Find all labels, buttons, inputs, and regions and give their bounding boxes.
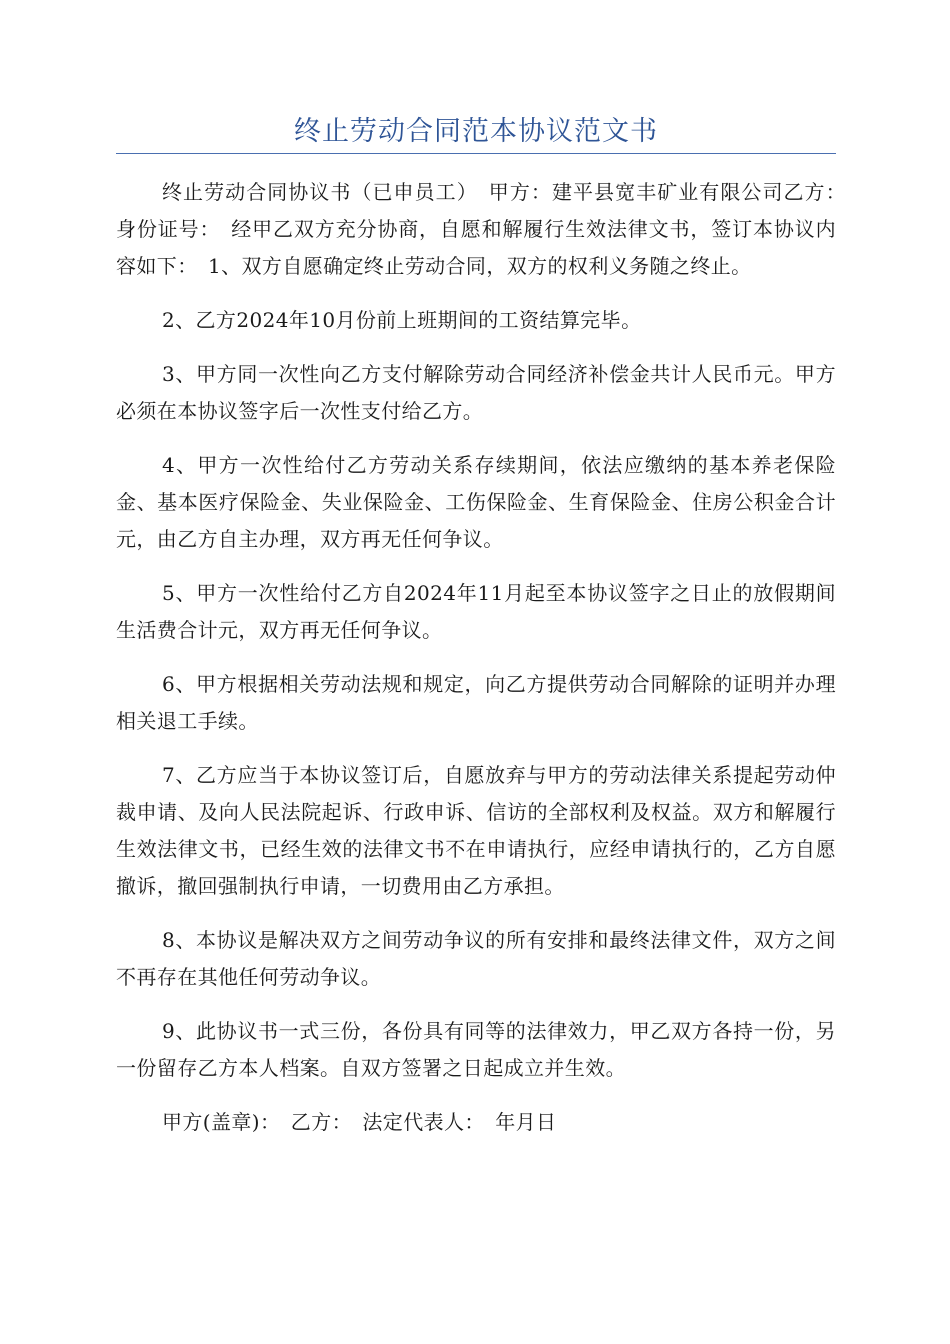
document-body [116, 174, 857, 1158]
paragraph-clause-2: 2、乙方2024年10月份前上班期间的工资结算完毕。 [162, 308, 642, 332]
paragraph-clause-9: 9、此协议书一式三份，各份具有同等的法律效力，甲乙双方各持一份，另一份留存乙方本人档案。自双方签署之日起成立并生效。 [116, 1019, 836, 1080]
title-underline [116, 153, 836, 154]
paragraph-clause-7: 7、乙方应当于本协议签订后，自愿放弃与甲方的劳动法律关系提起劳动仲裁申请、及向人民法院起诉、行政申诉、信访的全部权利及权益。双方和解履行生效法律文书，已经生效的法律文书不在申请执行，应经申请执行的，乙方自愿撤诉，撤回强制执行申请，一切费用由乙方承担。 [116, 763, 836, 898]
paragraph-clause-3: 3、甲方同一次性向乙方支付解除劳动合同经济补偿金共计人民币元。甲方必须在本协议签字后一次性支付给乙方。 [116, 362, 836, 423]
document-title: 终止劳动合同范本协议范文书 [294, 116, 658, 147]
paragraph-intro: 终止劳动合同协议书（已申员工） 甲方：建平县宽丰矿业有限公司乙方： 身份证号： 经甲乙双方充分协商，自愿和解履行生效法律文书，签订本协议内容如下： 1、双方自愿确定终止劳动合同，双方的权利义务随之终止。 [116, 180, 857, 278]
signature-line: 甲方(盖章)： 乙方： 法定代表人： 年月日 [162, 1110, 557, 1134]
paragraph-clause-6: 6、甲方根据相关劳动法规和规定，向乙方提供劳动合同解除的证明并办理相关退工手续。 [116, 672, 836, 733]
paragraph-clause-4: 4、甲方一次性给付乙方劳动关系存续期间，依法应缴纳的基本养老保险金、基本医疗保险金、失业保险金、工伤保险金、生育保险金、住房公积金合计元，由乙方自主办理，双方再无任何争议。 [116, 453, 836, 551]
paragraph-clause-5: 5、甲方一次性给付乙方自2024年11月起至本协议签字之日止的放假期间生活费合计元，双方再无任何争议。 [116, 581, 836, 642]
paragraph-clause-8: 8、本协议是解决双方之间劳动争议的所有安排和最终法律文件，双方之间不再存在其他任何劳动争议。 [116, 928, 836, 989]
